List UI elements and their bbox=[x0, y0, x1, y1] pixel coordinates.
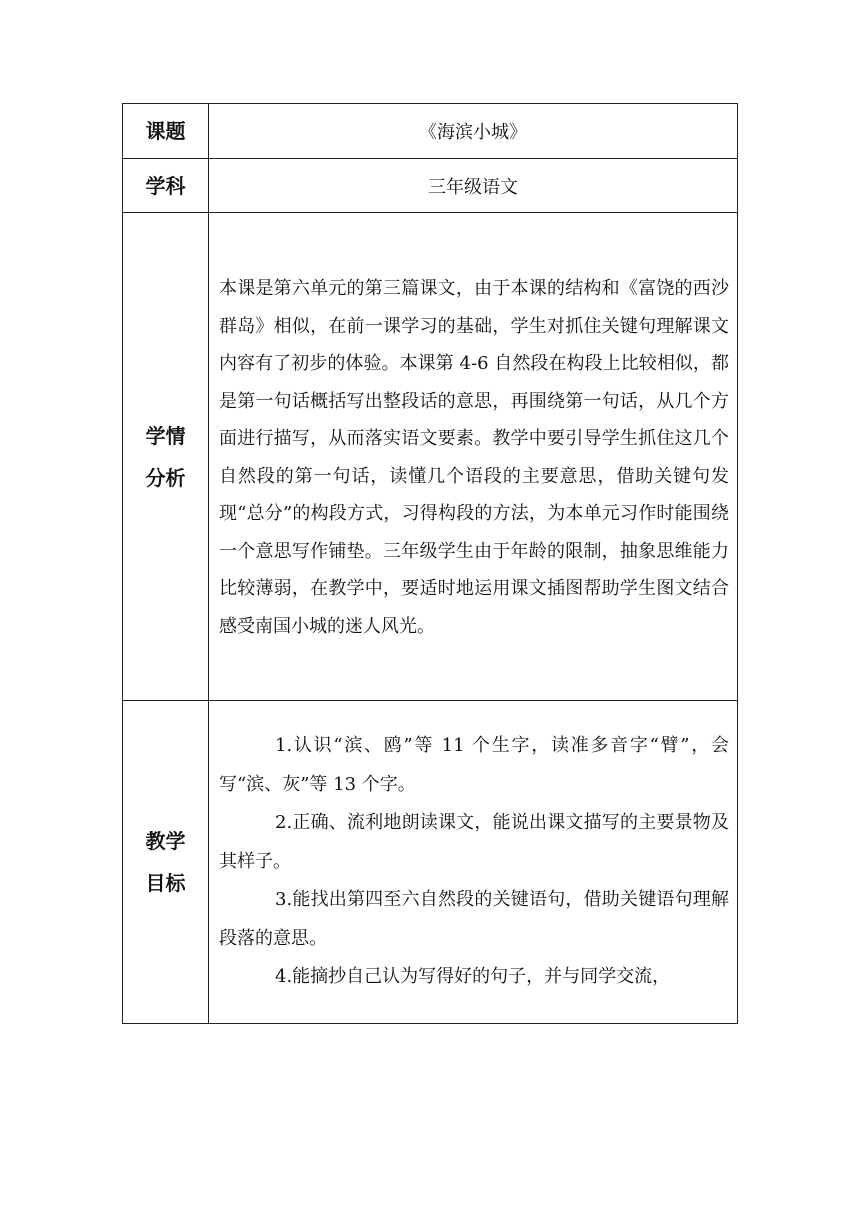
table-row-analysis bbox=[123, 213, 738, 701]
subject-label: 学科 bbox=[123, 159, 209, 213]
goal-item-2: 2.正确、流利地朗读课文，能说出课文描写的主要景物及其样子。 bbox=[219, 812, 729, 872]
table-row-subject bbox=[123, 159, 738, 213]
table-row-goals bbox=[123, 701, 738, 1024]
table-row-topic bbox=[123, 104, 738, 159]
goals-cell bbox=[209, 701, 738, 1024]
topic-value: 《海滨小城》 bbox=[209, 104, 738, 159]
analysis-label-line-2: 分析 bbox=[145, 465, 186, 490]
goals-label bbox=[123, 701, 209, 1024]
goals-list bbox=[209, 723, 737, 1001]
lesson-plan-table bbox=[122, 103, 738, 1024]
analysis-label-line-1: 学情 bbox=[145, 423, 186, 448]
goal-item-4: 4.能摘抄自己认为写得好的句子，并与同学交流， bbox=[275, 966, 671, 988]
goal-item-1: 1.认识“滨、鸥”等 11 个生字，读准多音字“臂”，会写“滨、灰”等 13 个字。 bbox=[219, 735, 729, 795]
goal-item-3: 3.能找出第四至六自然段的关键语句，借助关键语句理解段落的意思。 bbox=[219, 889, 729, 949]
goals-label-line-1: 教学 bbox=[145, 829, 186, 853]
analysis-cell bbox=[209, 213, 738, 701]
analysis-label bbox=[123, 213, 209, 701]
subject-value: 三年级语文 bbox=[209, 159, 738, 213]
goals-label-line-2: 目标 bbox=[145, 871, 186, 895]
topic-label: 课题 bbox=[123, 104, 209, 159]
analysis-text: 本课是第六单元的第三篇课文，由于本课的结构和《富饶的西沙群岛》相似，在前一课学习的基础，学生对抓住关键句理解课文内容有了初步的体验。本课第 4-6 自然段在构段上比较相似，都是第一句话概括写出整段话的意思，再围绕第一句话，从几个方面进行描写，从而落实语文要素。教学中要引导学生抓住这几个自然段的第一句话，读懂几个语段的主要意思，借助关键句发现“总分”的构段方式，习得构段的方法，为本单元习作时能围绕一个意思写作铺垫。三年级学生由于年龄的限制，抽象思维能力比较薄弱，在教学中，要适时地运用课文插图帮助学生图文结合感受南国小城的迷人风光。 bbox=[219, 278, 729, 637]
